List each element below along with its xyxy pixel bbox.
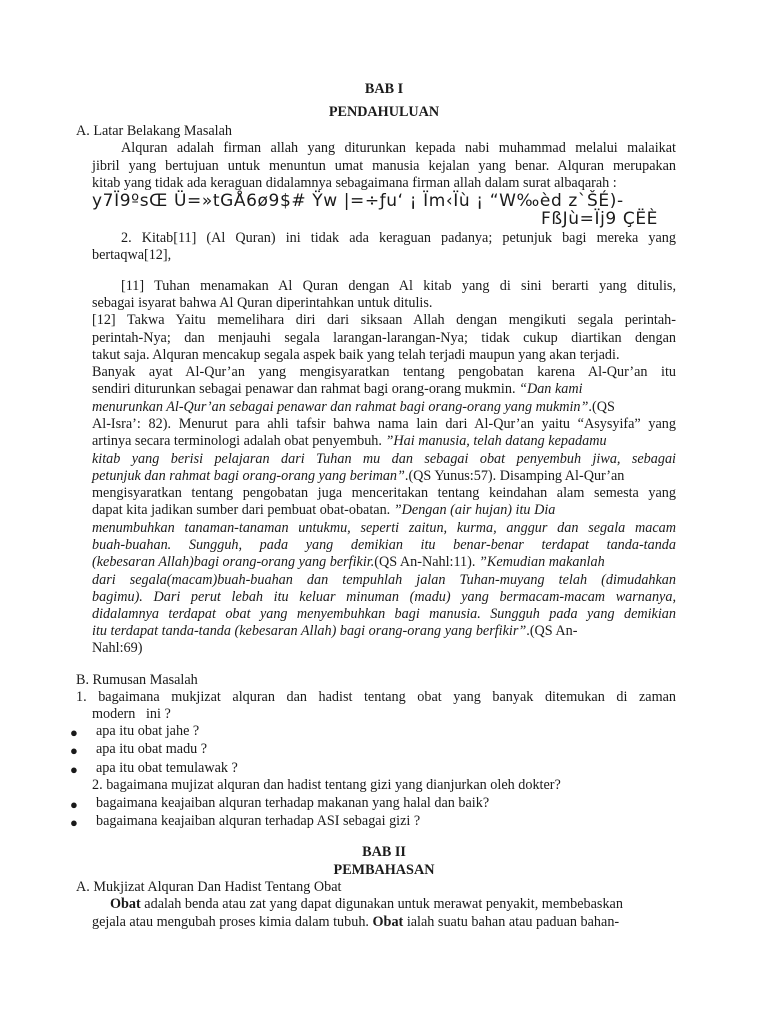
quote-run: petunjuk dan rahmat bagi orang-orang yang beriman”	[92, 468, 405, 484]
list-item: 1. bagaimana mukjizat alquran dan hadist tentang obat yang banyak ditemukan di zaman	[76, 689, 676, 705]
section-heading: A. Latar Belakang Masalah	[76, 123, 233, 139]
footnote-line: [11] Tuhan menamakan Al Quran dengan Al kitab yang di sini berarti yang ditulis,	[121, 278, 676, 294]
quote-run: ”Hai manusia, telah datang kepadamu	[385, 433, 607, 449]
bold-term: Obat	[110, 896, 141, 912]
quote-line: bagimu). Dari perut lebah itu keluar minuman (madu) yang bermacam-macam warnanya,	[92, 589, 676, 605]
paragraph-line: Alquran adalah firman allah yang diturunkan kepada nabi muhammad melalui malaikat	[121, 140, 676, 156]
footnote-line: Banyak ayat Al-Qur’an yang mengisyaratkan tentang pengobatan karena Al-Qur’an itu	[92, 364, 676, 380]
footnote-line	[92, 502, 555, 520]
chapter-subtitle: PENDAHULUAN	[328, 104, 440, 120]
quote-line: buah-buahan. Sungguh, pada yang demikian itu benar-benar terdapat tanda-tanda	[92, 537, 676, 553]
chapter-subtitle: PEMBAHASAN	[333, 862, 435, 878]
quote-line: kitab yang berisi pelajaran dari Tuhan mu dan sebagai obat penyembuh jiwa, sebagai	[92, 451, 676, 467]
footnote-line: sebagai isyarat bahwa Al Quran diperintahkan untuk ditulis.	[92, 295, 433, 311]
bullet-icon: ●	[70, 743, 78, 758]
chapter-title: BAB II	[362, 844, 406, 860]
footnote-line: Al-Isra’: 82). Menurut para ahli tafsir bahwa nama lain dari Al-Qur’an yaitu “Asysyifa” yang	[92, 416, 676, 432]
bullet-icon: ●	[70, 762, 78, 777]
reference-run: .(QS	[588, 399, 615, 415]
paragraph-line: kitab yang tidak ada keraguan didalamnya sebagaimana firman allah dalam surat albaqarah :	[92, 175, 617, 191]
bullet-icon: ●	[70, 815, 78, 830]
footnote-line	[92, 399, 615, 417]
quote-line: menumbuhkan tanaman-tanaman untukmu, seperti zaitun, kurma, anggur dan segala macam	[92, 520, 676, 536]
bullet-item: apa itu obat jahe ?	[96, 723, 200, 739]
paragraph-line: 2. Kitab[11] (Al Quran) ini tidak ada keraguan padanya; petunjuk bagi mereka yang	[121, 230, 676, 246]
list-item: modern ini ?	[92, 706, 171, 722]
bullet-icon: ●	[70, 725, 78, 740]
quote-run: ”Dengan (air hujan) itu Dia	[393, 502, 556, 518]
arabic-verse-garbled: y7Ï9ºsŒ Ü=»tGÅ6ø9$# Ÿw |=÷ƒu‘ ¡ Ïm‹Ïù ¡ “W‰èd z`ŠÉ)-	[92, 191, 624, 211]
reference-run: .(QS Yunus:57). Disamping Al-Qur’an	[404, 468, 625, 484]
footnote-line	[92, 381, 583, 399]
text-run: gejala atau mengubah proses kimia dalam tubuh.	[92, 914, 373, 930]
text-run: artinya secara terminologi adalah obat penyembuh.	[92, 433, 386, 449]
text-run: ialah suatu bahan atau paduan bahan-	[403, 914, 620, 930]
paragraph-line	[110, 896, 623, 914]
footnote-line: Nahl:69)	[92, 640, 143, 656]
footnote-line: takut saja. Alquran mencakup segala aspek baik yang telah terjadi maupun yang akan terjadi.	[92, 347, 620, 363]
text-run: dapat kita jadikan sumber dari pembuat obat-obatan.	[92, 502, 394, 518]
footnote-line: mengisyaratkan tentang pengobatan juga menceritakan tentang keindahan alam semesta yang	[92, 485, 676, 501]
text-run: adalah benda atau zat yang dapat digunakan untuk merawat penyakit, membebaskan	[140, 896, 623, 912]
list-item: 2. bagaimana mujizat alquran dan hadist tentang gizi yang dianjurkan oleh dokter?	[92, 777, 561, 793]
bullet-item: bagaimana keajaiban alquran terhadap ASI sebagai gizi ?	[96, 813, 421, 829]
quote-run: ”Kemudian makanlah	[478, 554, 605, 570]
paragraph-line	[92, 914, 619, 932]
quote-run: “Dan kami	[519, 381, 583, 397]
bullet-icon: ●	[70, 797, 78, 812]
paragraph-line: jibril yang bertujuan untuk menuntun umat manusia kejalan yang benar. Alquran merupakan	[92, 158, 676, 174]
footnote-line: [12] Takwa Yaitu memelihara diri dari siksaan Allah dengan mengikuti segala perintah-	[92, 312, 676, 328]
footnote-line	[92, 554, 605, 572]
bold-term: Obat	[372, 914, 404, 930]
footnote-line	[92, 623, 578, 641]
bullet-item: apa itu obat madu ?	[96, 741, 208, 757]
arabic-verse-garbled: FßJù=Ïj9 ÇËÈ	[540, 209, 658, 229]
bullet-item: apa itu obat temulawak ?	[96, 760, 238, 776]
footnote-line: perintah-Nya; dan menjauhi segala larangan-larangan-Nya; tidak cukup diartikan dengan	[92, 330, 676, 346]
quote-run: itu terdapat tanda-tanda (kebesaran Allah) bagi orang-orang yang berfikir”	[92, 623, 527, 639]
chapter-title: BAB I	[364, 81, 404, 97]
section-heading: A. Mukjizat Alquran Dan Hadist Tentang Obat	[76, 879, 342, 895]
quote-line: didalamnya terdapat obat yang menyembuhkan bagi manusia. Sungguh pada yang demikian	[92, 606, 676, 622]
reference-run: (QS An-Nahl:11).	[374, 554, 479, 570]
bullet-item: bagaimana keajaiban alquran terhadap makanan yang halal dan baik?	[96, 795, 490, 811]
quote-run: menurunkan Al-Qur’an sebagai penawar dan rahmat bagi orang-orang yang mukmin”	[92, 399, 589, 415]
text-run: sendiri diturunkan sebagai penawar dan rahmat bagi orang-orang mukmin.	[92, 381, 520, 397]
quote-run: (kebesaran Allah)bagi orang-orang yang berfikir.	[92, 554, 375, 570]
quote-line: dari segala(macam)buah-buahan dan tempuhlah jalan Tuhan-muyang telah (dimudahkan	[92, 572, 676, 588]
footnote-line	[92, 433, 607, 451]
section-heading: B. Rumusan Masalah	[76, 672, 198, 688]
footnote-line	[92, 468, 624, 486]
reference-run: .(QS An-	[526, 623, 578, 639]
paragraph-line: bertaqwa[12],	[92, 247, 172, 263]
